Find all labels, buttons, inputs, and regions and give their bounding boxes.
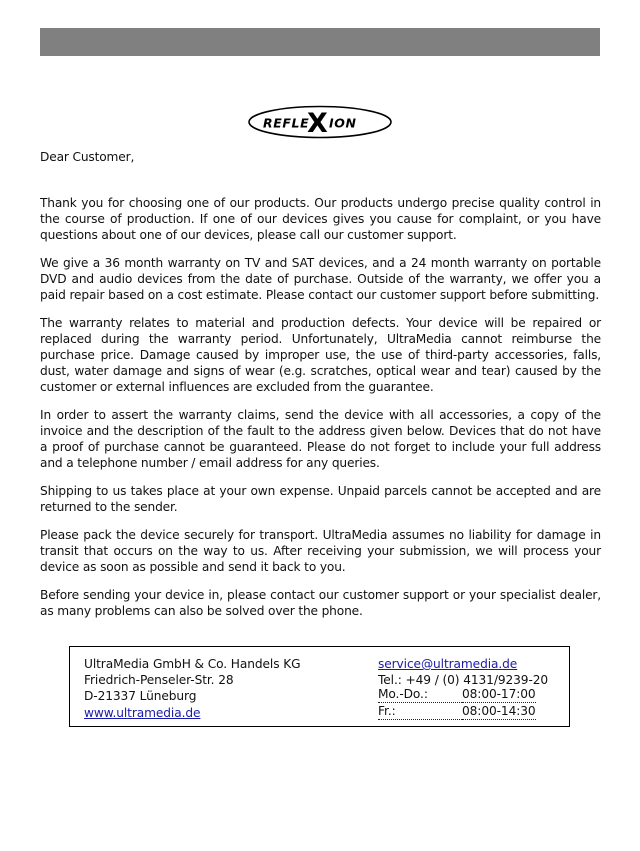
paragraph-shipping: Shipping to us takes place at your own expense. Unpaid parcels cannot be accepted and are returned to the sender. [40, 484, 601, 514]
hours-weekdays [378, 688, 563, 704]
logo-text-x: X [307, 108, 328, 139]
paragraph-warranty-scope: The warranty relates to material and production defects. Your device will be repaired or replaced during the warranty period. Unfortunately, UltraMedia cannot reimburse the purchase price. Damage caused by improper use, the use of third-party accessories, falls, dust, water damage and signs of wear (e.g. scratches, optical wear and tear) caused by the customer or external influences are excluded from the guarantee. [40, 316, 601, 394]
paragraph-warranty-period: We give a 36 month warranty on TV and SAT devices, and a 24 month warranty on portable DVD and audio devices from the date of purchase. Outside of the warranty, we offer you a paid repair based on a cost estimate. Please contact our customer support before submitting. [40, 256, 601, 302]
website-link[interactable]: www.ultramedia.de [84, 705, 201, 720]
hours-time: 08:00-14:30 [462, 703, 536, 718]
hours-time: 08:00-17:00 [462, 687, 536, 702]
city-address: D-21337 Lüneburg [84, 689, 197, 704]
street-address: Friedrich-Penseler-Str. 28 [84, 673, 234, 688]
logo-text-left: REFLE [263, 115, 310, 131]
paragraph-packing: Please pack the device securely for transport. UltraMedia assumes no liability for damage in transit that occurs on the way to us. After receiving your submission, we will process your device as soon as possible and send it back to you. [40, 528, 601, 574]
greeting: Dear Customer, [40, 150, 135, 164]
address-column [84, 656, 364, 721]
company-name: UltraMedia GmbH & Co. Handels KG [84, 657, 301, 671]
phone-number: Tel.: +49 / (0) 4131/9239-20 [378, 673, 549, 688]
hours-days: Fr.: [378, 705, 462, 720]
letter-body [40, 149, 601, 619]
support-column [378, 656, 563, 721]
hours-friday [378, 705, 563, 721]
header-bar [40, 28, 600, 56]
paragraph-thanks: Thank you for choosing one of our products. Our products undergo precise quality control in the course of production. If one of our devices gives you cause for complaint, or you have questions about one of our devices, please call our customer support. [40, 196, 601, 242]
hours-days: Mo.-Do.: [378, 688, 462, 703]
paragraph-contact-first: Before sending your device in, please contact our customer support or your specialist dealer, as many problems can also be solved over the phone. [40, 588, 601, 618]
contact-box [69, 646, 570, 727]
email-link[interactable]: service@ultramedia.de [378, 657, 518, 671]
logo-text-right: ION [329, 115, 357, 131]
paragraph-claims: In order to assert the warranty claims, send the device with all accessories, a copy of the invoice and the description of the fault to the address given below. Devices that do not have a proof of purchase cannot be guaranteed. Please do not forget to include your full address and a telephone number / email address for any queries. [40, 408, 601, 470]
reflexion-logo [247, 104, 393, 140]
